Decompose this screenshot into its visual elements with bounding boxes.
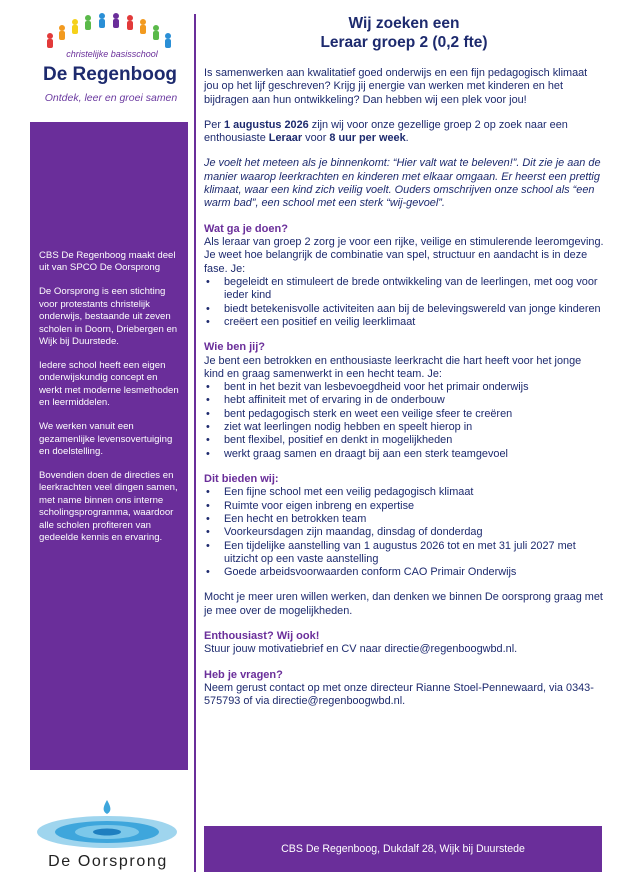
list-item: • Een tijdelijke aanstelling van 1 augustus 2026 tot en met 31 juli 2027 met uitzicht op een vaste aanstelling (204, 540, 604, 567)
foundation-name: De Oorsprong (48, 853, 168, 870)
list-item: • creëert een positief en veilig leerklimaat (204, 316, 604, 329)
list-item: • Voorkeursdagen zijn maandag, dinsdag of donderdag (204, 526, 604, 539)
vacancy-content (204, 14, 604, 709)
position-text-3: voor (302, 132, 330, 145)
children-figures-icon (47, 13, 171, 48)
position-text (204, 119, 604, 146)
regenboog-logo (30, 12, 190, 92)
title-line-2: Leraar groep 2 (0,2 fte) (320, 34, 488, 51)
list-item: • bent pedagogisch sterk en weet een veilige sfeer te creëren (204, 408, 604, 421)
more-hours-text: Mocht je meer uren willen werken, dan denken we binnen De oorsprong graag met je mee over de mogelijkheden. (204, 591, 603, 617)
what-text: Als leraar van groep 2 zorg je voor een rijke, veilige en stimulerende leeromgeving. Je weet hoe belangrijk de combinatie van spel, structuur en aandacht is in deze fase. Je: (204, 236, 604, 275)
list-item: • bent flexibel, positief en denkt in mogelijkheden (204, 434, 604, 447)
apply-text: Stuur jouw motivatiebrief en CV naar directie@regenboogwbd.nl. (204, 643, 518, 656)
who-list (204, 381, 604, 461)
hours-per-week: 8 uur per week (329, 132, 406, 145)
list-item: • Een hecht en betrokken team (204, 513, 604, 526)
what-heading: Wat ga je doen? (204, 222, 288, 235)
questions-heading: Heb je vragen? (204, 668, 283, 681)
list-item: • ziet wat leerlingen nodig hebben en speelt hierop in (204, 421, 604, 434)
list-item: • Ruimte voor eigen inbreng en expertise (204, 500, 604, 513)
page-title (204, 14, 604, 52)
position-text-4: . (405, 132, 409, 145)
role-name: Leraar (268, 132, 303, 145)
start-date: 1 augustus 2026 (223, 118, 309, 131)
list-item: • hebt affiniteit met of ervaring in de onderbouw (204, 394, 604, 407)
list-item: • bent in het bezit van lesbevoegdheid voor het primair onderwijs (204, 381, 604, 394)
position-text-2: zijn wij voor onze gezellige groep 2 op zoek naar een enthousiaste (204, 118, 568, 145)
vertical-divider (194, 14, 196, 872)
who-text: Je bent een betrokken en enthousiaste leerkracht die hart heeft voor het jonge kind en graag samenwerkt in een hecht team. Je: (204, 354, 582, 380)
sidebar-paragraph: CBS De Regenboog maakt deel uit van SPCO De Oorsprong (39, 250, 176, 274)
sidebar-paragraph: Iedere school heeft een eigen onderwijskundig concept en werkt met moderne lesmethoden en leermiddelen. (39, 360, 179, 409)
position-text-1: Per (204, 118, 224, 131)
apply-heading: Enthousiast? Wij ook! (204, 630, 320, 643)
water-drop-logo-icon (32, 792, 182, 852)
list-item: • begeleidt en stimuleert de brede ontwikkeling van de leerlingen, met oog voor ieder kind (204, 276, 604, 303)
sidebar-paragraph: We werken vanuit een gezamenlijke levensovertuiging en doelstelling. (39, 421, 173, 458)
sidebar-paragraph: Bovendien doen de directies en leerkrachten veel dingen samen, met name binnen ons interne scholingsprogramma, waardoor alle scholen profiteren van gedeelde kennis en ervaring. (39, 470, 178, 544)
title-line-1: Wij zoeken een (348, 15, 460, 32)
questions-text: Neem gerust contact op met onze directeur Rianne Stoel-Pennewaard, via 0343-575793 of via directie@regenboogwbd.nl. (204, 682, 594, 708)
footer-address-bar: CBS De Regenboog, Dukdalf 28, Wijk bij Duurstede (204, 826, 602, 872)
list-item: • biedt betekenisvolle activiteiten aan bij de belevingswereld van jonge kinderen (204, 303, 604, 316)
who-heading: Wie ben jij? (204, 341, 266, 354)
what-list (204, 276, 604, 329)
list-item: • werkt graag samen en draagt bij aan een sterk teamgevoel (204, 448, 604, 461)
sidebar (0, 0, 196, 884)
intro-text: Is samenwerken aan kwalitatief goed onderwijs en een fijn pedagogisch klimaat jou op het lijf geschreven? Krijg jij energie van werken met kinderen en het bijdragen aan hun ontwikkeling? Dan hebben wij een plek voor jou! (204, 67, 588, 106)
list-item: • Een fijne school met een veilig pedagogisch klimaat (204, 486, 604, 499)
logo-name: De Regenboog (42, 64, 178, 85)
sidebar-info-panel (30, 122, 188, 770)
sidebar-paragraph: De Oorsprong is een stichting voor protestants christelijk onderwijs, bestaande uit zeven scholen in Doorn, Driebergen en Wijk bij Duurstede. (39, 286, 178, 348)
logo-subtitle: christelijke basisschool (66, 49, 158, 59)
school-quote: Je voelt het meteen als je binnenkomt: “Hier valt wat te beleven!”. Dit zie je aan de manier waarop leerkrachten en kinderen met elkaar omgaan. Er heerst een prettig klimaat, waar een kind zich veilig voelt. Ouders omschrijven onze school als “een warm bad”, een school met een sterk “wij-gevoel”. (204, 157, 601, 210)
list-item: • Goede arbeidsvoorwaarden conform CAO Primair Onderwijs (204, 566, 604, 579)
tagline: Ontdek, leer en groei samen (44, 92, 178, 104)
offer-heading: Dit bieden wij: (204, 472, 279, 485)
offer-list (204, 486, 604, 579)
